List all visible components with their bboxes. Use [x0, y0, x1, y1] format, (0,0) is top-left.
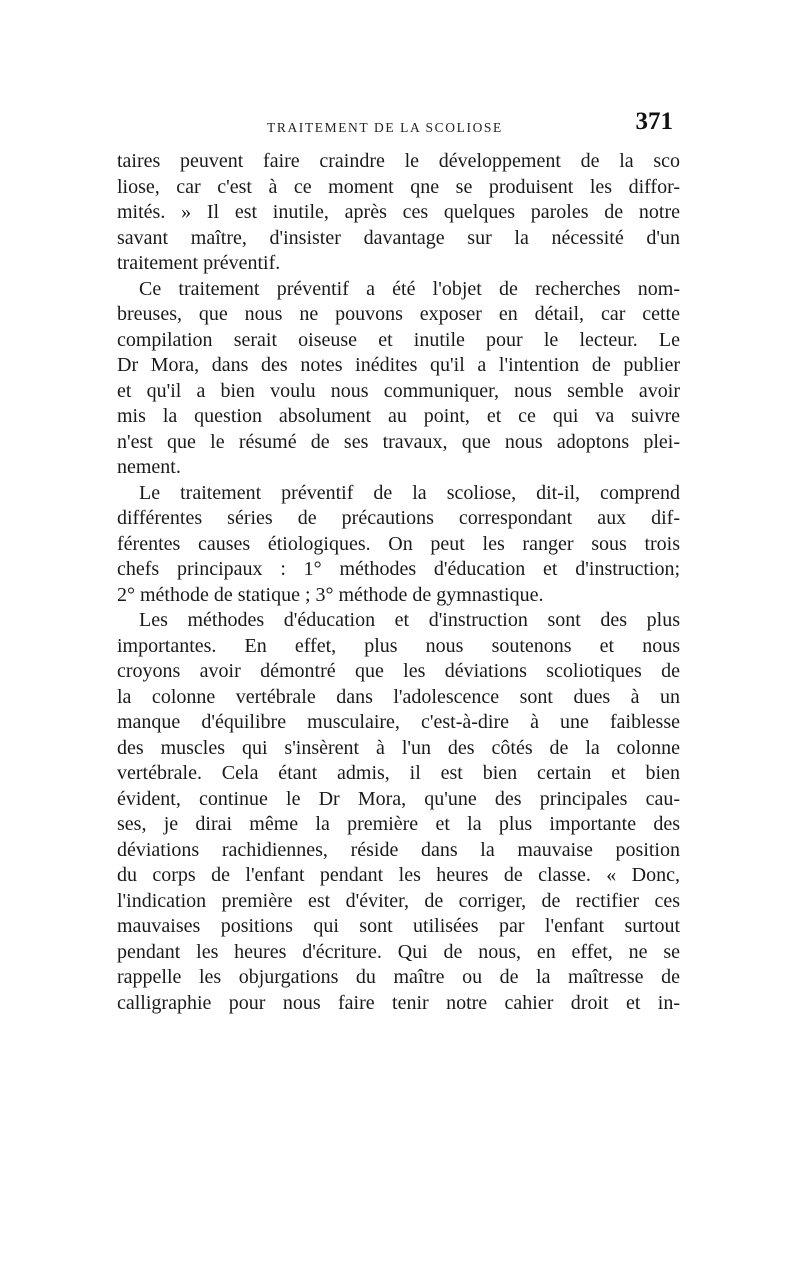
text-line: l'indication première est d'éviter, de corriger, de rectifier ces [117, 889, 680, 912]
text-line: mauvaises positions qui sont utilisées par l'enfant surtout [117, 915, 680, 937]
text-line: ses, je dirai même la première et la plus importante des [117, 813, 680, 835]
text-line: Les méthodes d'éducation et d'instruction sont des plus [139, 609, 680, 631]
text-line: et qu'il a bien voulu nous communiquer, nous semble avoir [117, 379, 680, 402]
text-line: déviations rachidiennes, réside dans la mauvaise position [117, 838, 680, 861]
text-line: Dr Mora, dans des notes inédites qu'il a l'intention de publier [117, 354, 680, 376]
text-line: savant maître, d'insister davantage sur la nécessité d'un [117, 226, 680, 249]
text-line: du corps de l'enfant pendant les heures de classe. « Donc, [117, 864, 680, 886]
text-line: vertébrale. Cela étant admis, il est bien certain et bien [117, 762, 680, 784]
page-number: 371 [635, 108, 673, 135]
text-line: breuses, que nous ne pouvons exposer en détail, car cette [117, 303, 680, 325]
body-text [117, 149, 680, 1016]
text-line: calligraphie pour nous faire tenir notre cahier droit et in- [117, 991, 680, 1014]
text-line: pendant les heures d'écriture. Qui de nous, en effet, ne se [117, 940, 680, 963]
text-line: liose, car c'est à ce moment qne se produisent les diffor- [117, 175, 680, 198]
text-line: chefs principaux : 1° méthodes d'éducation et d'instruction; [117, 558, 680, 580]
text-line: rappelle les objurgations du maître ou de la maîtresse de [117, 966, 680, 988]
text-line: Le traitement préventif de la scoliose, dit-il, comprend [139, 481, 680, 504]
text-line: importantes. En effet, plus nous soutenons et nous [117, 634, 680, 657]
text-line: Ce traitement préventif a été l'objet de recherches nom- [139, 277, 680, 300]
text-line: manque d'équilibre musculaire, c'est-à-dire à une faiblesse [117, 711, 680, 733]
text-line: mités. » Il est inutile, après ces quelques paroles de notre [117, 201, 680, 223]
text-line: mis la question absolument au point, et ce qui va suivre [117, 405, 680, 427]
text-line: n'est que le résumé de ses travaux, que nous adoptons plei- [117, 430, 680, 453]
text-line: croyons avoir démontré que les déviations scoliotiques de [117, 660, 680, 682]
text-line: férentes causes étiologiques. On peut les ranger sous trois [117, 532, 680, 555]
running-head [117, 108, 677, 148]
text-line: évident, continue le Dr Mora, qu'une des principales cau- [117, 787, 680, 810]
text-line: compilation serait oiseuse et inutile pour le lecteur. Le [117, 328, 680, 351]
text-line: 2° méthode de statique ; 3° méthode de gymnastique. [117, 583, 544, 606]
text-line: des muscles qui s'insèrent à l'un des côtés de la colonne [117, 736, 680, 759]
text-line: nement. [117, 456, 181, 478]
text-line: différentes séries de précautions correspondant aux dif- [117, 507, 680, 529]
text-line: la colonne vertébrale dans l'adolescence sont dues à un [117, 685, 680, 708]
text-line: traitement préventif. [117, 252, 281, 274]
running-title: TRAITEMENT DE LA SCOLIOSE [267, 120, 503, 135]
text-line: taires peuvent faire craindre le développement de la sco [117, 150, 680, 172]
